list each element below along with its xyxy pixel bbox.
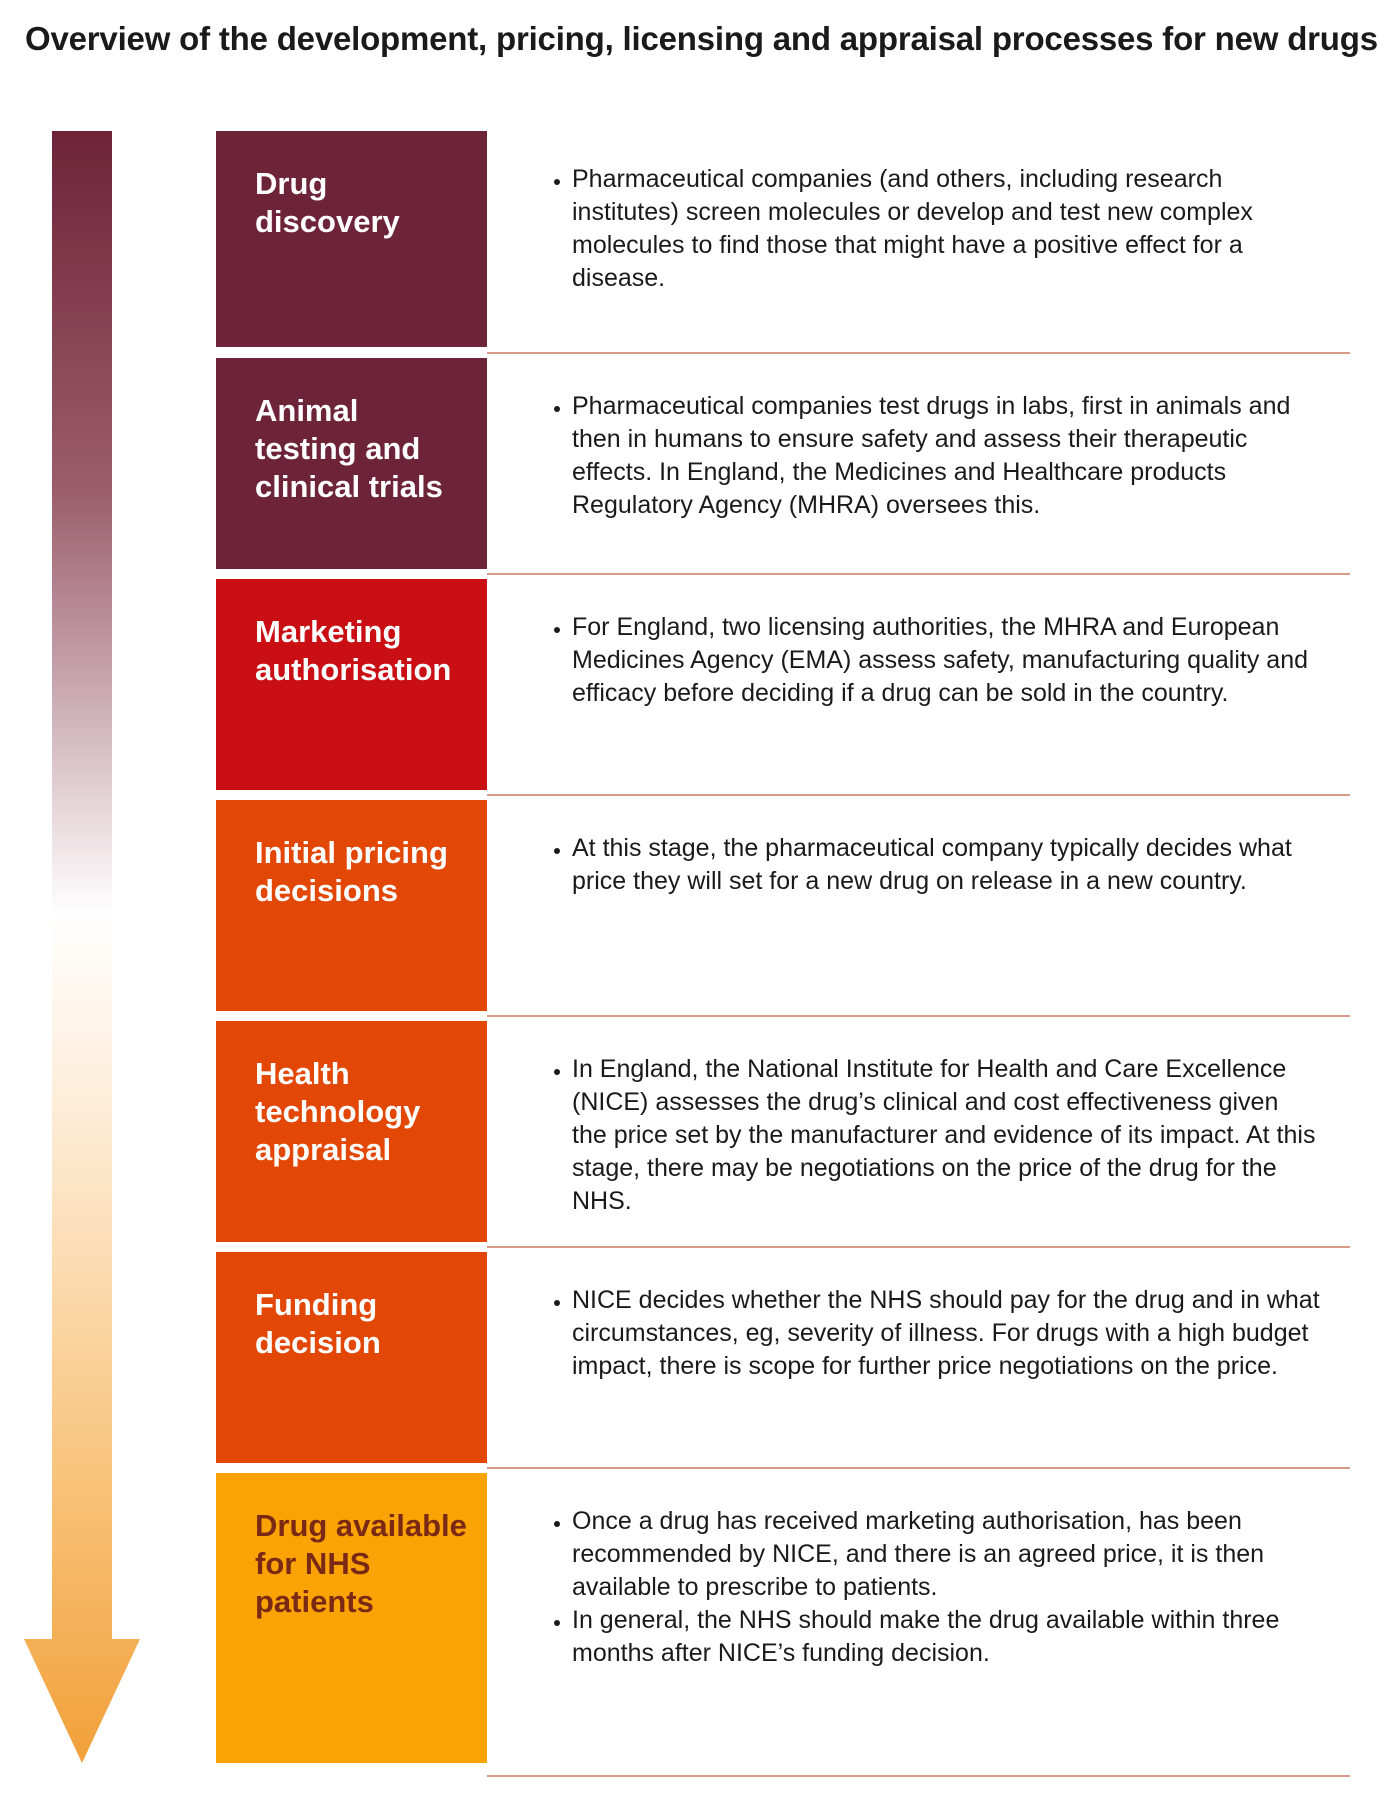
bullet-list — [528, 390, 1320, 522]
stage-description — [487, 1473, 1350, 1670]
row-divider — [487, 1015, 1350, 1017]
flow-down-arrow — [24, 131, 140, 1763]
bullet-list — [528, 1505, 1320, 1670]
row-divider — [487, 352, 1350, 354]
bullet-item: • Pharmaceutical companies test drugs in labs, first in animals and then in humans to ensure safety and assess their therapeutic effects. In England, the Medicines and Healthcare products Regulatory Agency (MHRA) oversees this. — [572, 390, 1320, 522]
stage-description — [487, 800, 1350, 898]
bullet-item: • In general, the NHS should make the drug available within three months after NICE’s funding decision. — [572, 1604, 1320, 1670]
stage-box: Funding decision — [216, 1252, 487, 1463]
stage-box: Animal testing and clinical trials — [216, 358, 487, 569]
bullet-item: • In England, the National Institute for Health and Care Excellence (NICE) assesses the drug’s clinical and cost effectiveness given the price set by the manufacturer and evidence of its impact. At this stage, there may be negotiations on the price of the drug for the NHS. — [572, 1053, 1320, 1218]
bullet-list — [528, 611, 1320, 710]
stage-description — [487, 1252, 1350, 1383]
row-divider — [487, 573, 1350, 575]
page-title: Overview of the development, pricing, licensing and appraisal processes for new drugs — [25, 20, 1378, 57]
bullet-item: • At this stage, the pharmaceutical company typically decides what price they will set for a new drug on release in a new country. — [572, 832, 1320, 898]
stage-box: Marketing authorisation — [216, 579, 487, 790]
row-divider — [487, 1246, 1350, 1248]
bullet-item: • NICE decides whether the NHS should pay for the drug and in what circumstances, eg, severity of illness. For drugs with a high budget impact, there is scope for further price negotiations on the price. — [572, 1284, 1320, 1383]
stage-description — [487, 358, 1350, 522]
bullet-item: • For England, two licensing authorities, the MHRA and European Medicines Agency (EMA) assess safety, manufacturing quality and efficacy before deciding if a drug can be sold in the country. — [572, 611, 1320, 710]
stage-description — [487, 579, 1350, 710]
bullet-list — [528, 163, 1320, 295]
stage-box: Initial pricing decisions — [216, 800, 487, 1011]
stage-description — [487, 1021, 1350, 1218]
stage-box: Drug available for NHS patients — [216, 1473, 487, 1763]
bullet-list — [528, 1284, 1320, 1383]
row-divider — [487, 1775, 1350, 1777]
arrow-shape — [24, 131, 140, 1763]
bullet-list — [528, 1053, 1320, 1218]
stage-box: Health technology appraisal — [216, 1021, 487, 1242]
stage-box: Drug discovery — [216, 131, 487, 347]
row-divider — [487, 1467, 1350, 1469]
bullet-item: • Pharmaceutical companies (and others, including research institutes) screen molecules or develop and test new complex molecules to find those that might have a positive effect for a disease. — [572, 163, 1320, 295]
bullet-item: • Once a drug has received marketing authorisation, has been recommended by NICE, and there is an agreed price, it is then available to prescribe to patients. — [572, 1505, 1320, 1604]
stage-description — [487, 131, 1350, 295]
row-divider — [487, 794, 1350, 796]
bullet-list — [528, 832, 1320, 898]
